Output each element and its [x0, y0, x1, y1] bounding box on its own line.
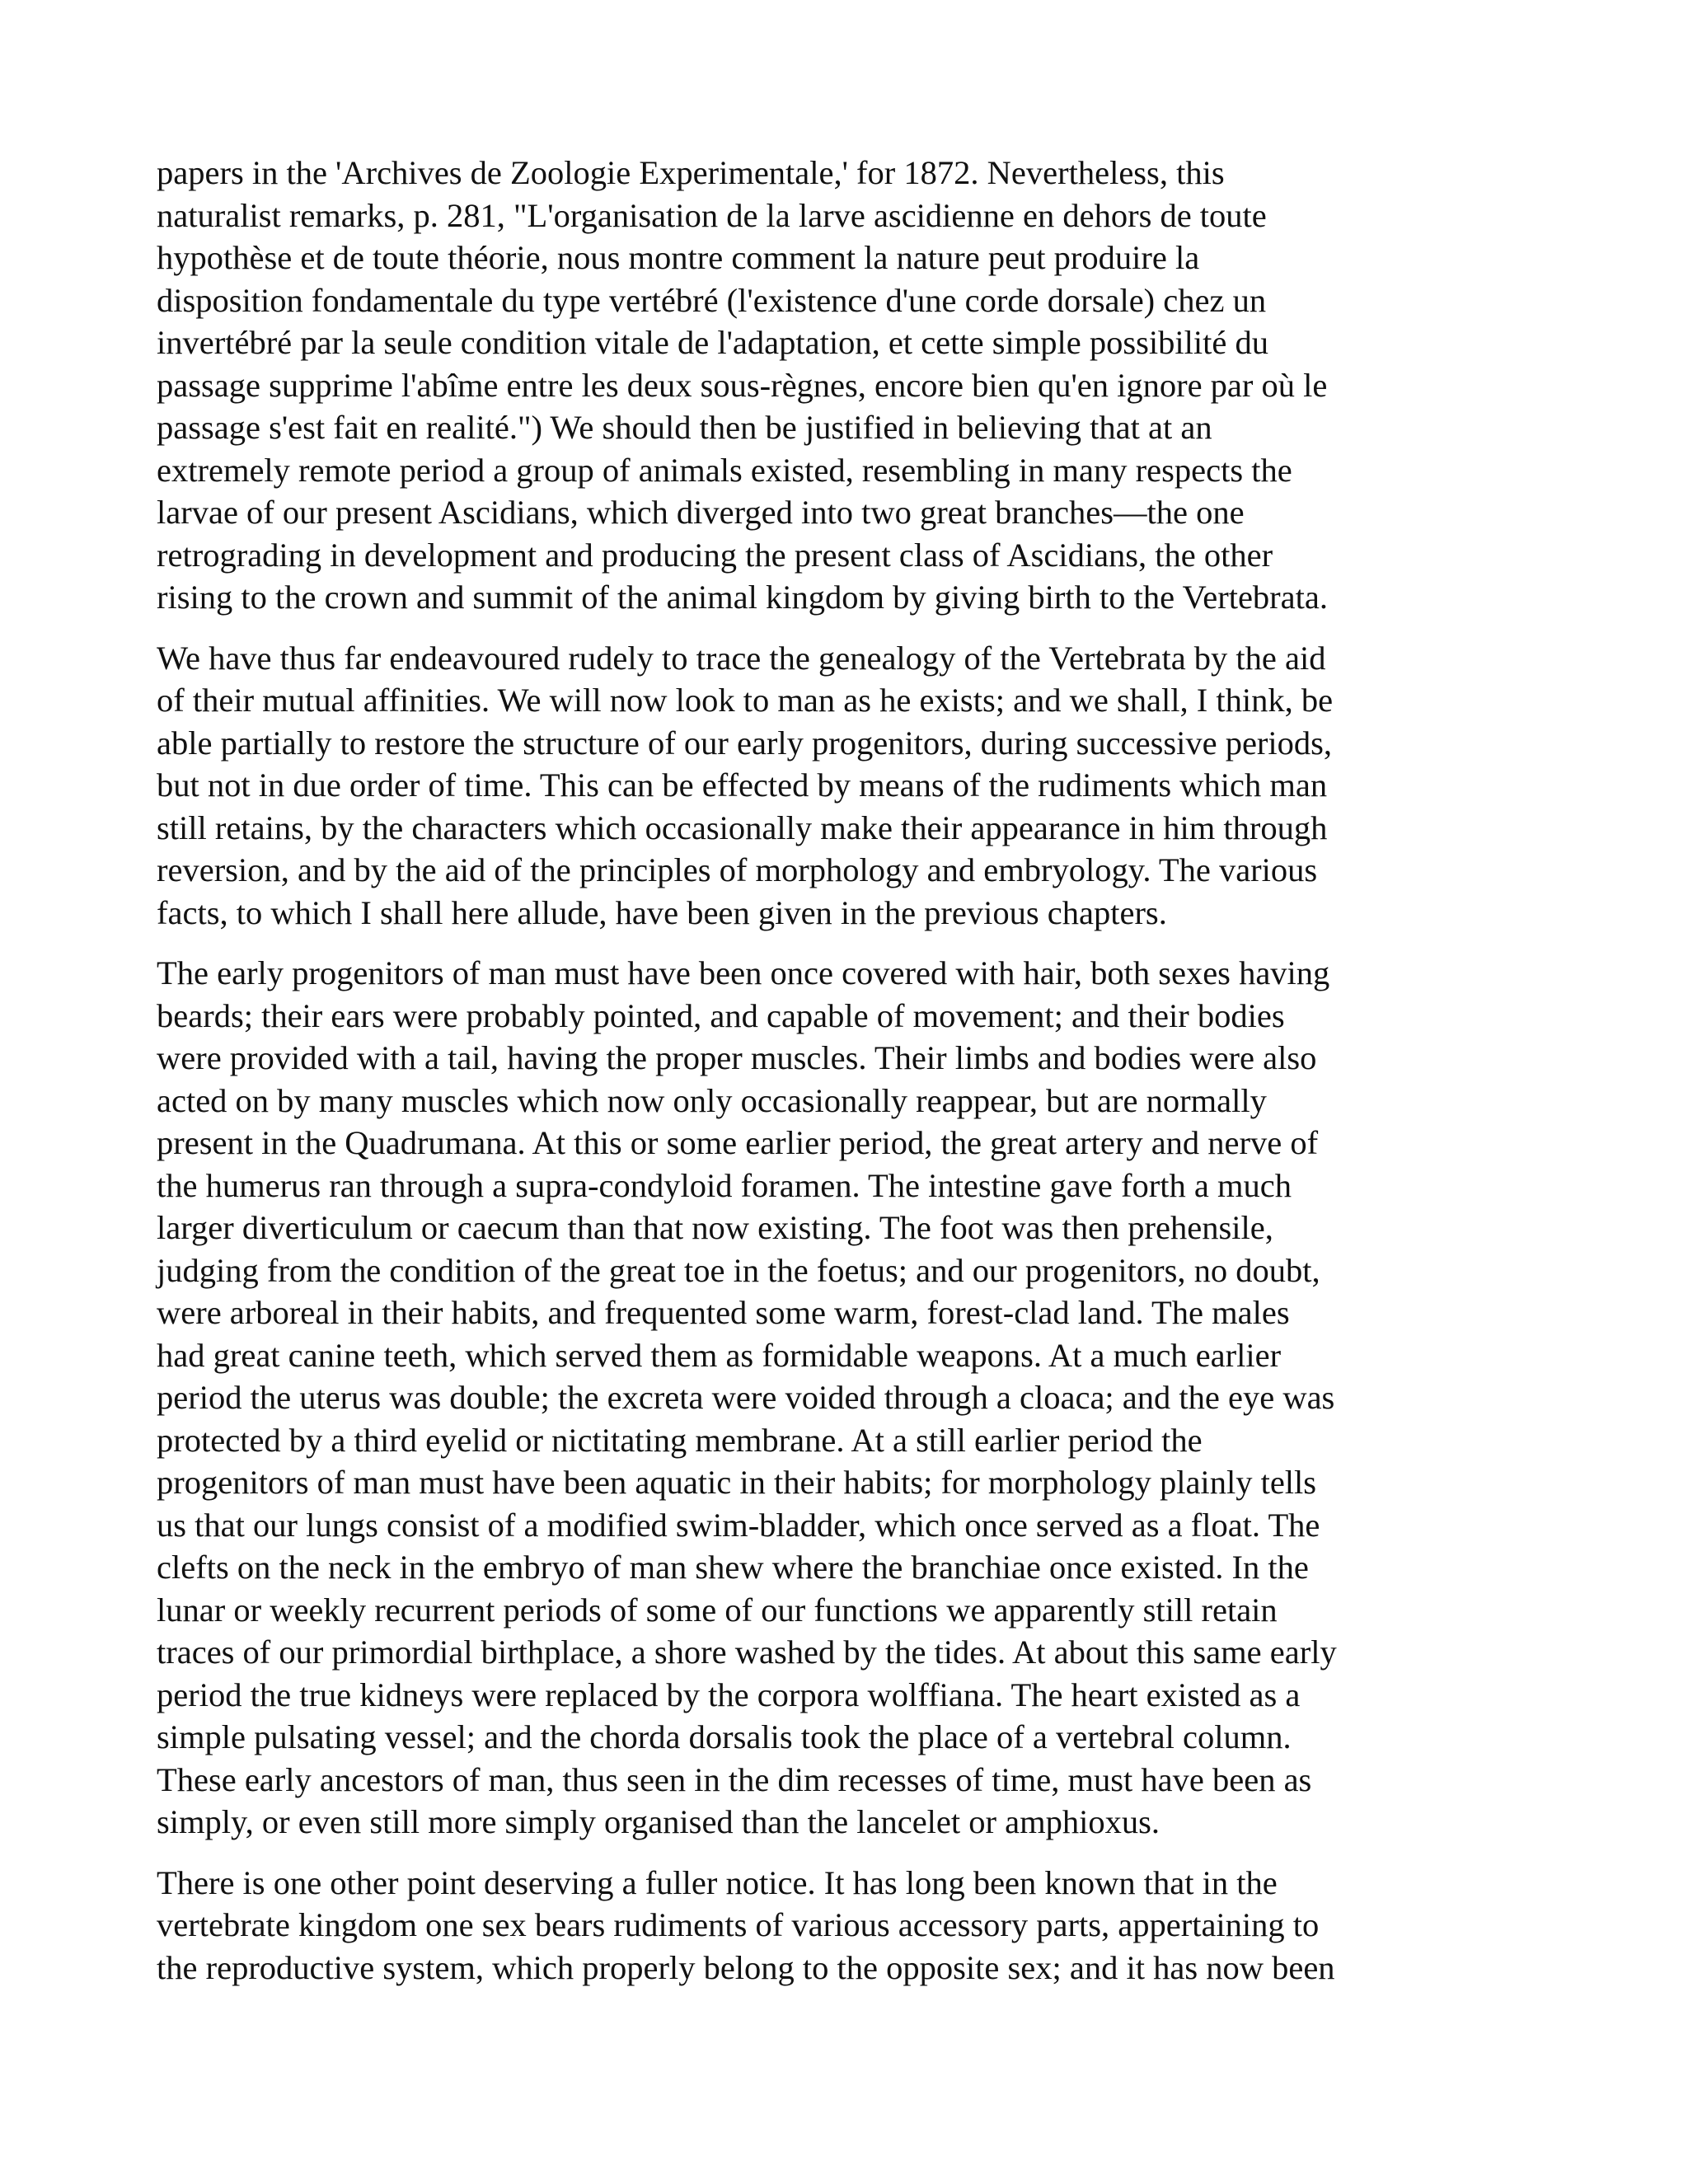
text-line: invertébré par la seule condition vitale de l'adaptation, et cette simple possibilité du — [157, 324, 1268, 361]
text-line: progenitors of man must have been aquatic in their habits; for morphology plainly tells — [157, 1464, 1317, 1501]
text-line: able partially to restore the structure of our early progenitors, during successive periods, — [157, 724, 1333, 762]
text-line: simple pulsating vessel; and the chorda dorsalis took the place of a vertebral column. — [157, 1718, 1292, 1755]
text-line: vertebrate kingdom one sex bears rudiments of various accessory parts, appertaining to — [157, 1906, 1320, 1943]
text-line: facts, to which I shall here allude, have been given in the previous chapters. — [157, 893, 1167, 931]
text-line: the reproductive system, which properly belong to the opposite sex; and it has now been — [157, 1948, 1335, 1986]
text-line: of their mutual affinities. We will now look to man as he exists; and we shall, I think, be — [157, 682, 1334, 719]
text-line: period the uterus was double; the excreta were voided through a cloaca; and the eye was — [157, 1379, 1335, 1416]
text-line: beards; their ears were probably pointed, and capable of movement; and their bodies — [157, 996, 1285, 1034]
text-line: traces of our primordial birthplace, a shore washed by the tides. At about this same early — [157, 1633, 1337, 1671]
paragraph-rudiments — [157, 1862, 1525, 1990]
text-line: There is one other point deserving a fuller notice. It has long been known that in the — [157, 1863, 1278, 1901]
text-line: still retains, by the characters which occasionally make their appearance in him through — [157, 808, 1328, 846]
text-line: acted on by many muscles which now only occasionally reappear, but are normally — [157, 1081, 1267, 1119]
paragraph-genealogy — [157, 637, 1525, 935]
text-line: clefts on the neck in the embryo of man shew where the branchiae once existed. In the — [157, 1549, 1309, 1586]
text-line: passage s'est fait en realité.") We should then be justified in believing that at an — [157, 409, 1212, 446]
text-line: extremely remote period a group of animals existed, resembling in many respects the — [157, 451, 1292, 489]
text-line: naturalist remarks, p. 281, "L'organisation de la larve ascidienne en dehors de toute — [157, 196, 1267, 234]
text-line: We have thus far endeavoured rudely to trace the genealogy of the Vertebrata by the aid — [157, 639, 1326, 677]
text-line: lunar or weekly recurrent periods of some of our functions we apparently still retain — [157, 1591, 1278, 1629]
text-line: disposition fondamentale du type vertébré (l'existence d'une corde dorsale) chez un — [157, 281, 1267, 319]
text-line: hypothèse et de toute théorie, nous montre comment la nature peut produire la — [157, 239, 1200, 276]
text-line: the humerus ran through a supra-condyloid foramen. The intestine gave forth a much — [157, 1166, 1292, 1204]
text-line: were arboreal in their habits, and frequented some warm, forest-clad land. The males — [157, 1294, 1290, 1331]
text-line: papers in the 'Archives de Zoologie Experimentale,' for 1872. Nevertheless, this — [157, 154, 1225, 191]
text-line: The early progenitors of man must have been once covered with hair, both sexes having — [157, 954, 1330, 991]
page-body — [157, 152, 1525, 2007]
text-line: judging from the condition of the great toe in the foetus; and our progenitors, no doubt, — [157, 1251, 1320, 1289]
text-line: were provided with a tail, having the proper muscles. Their limbs and bodies were also — [157, 1039, 1317, 1076]
paragraph-early-progenitors — [157, 952, 1525, 1844]
text-line: us that our lungs consist of a modified swim-bladder, which once served as a float. The — [157, 1506, 1320, 1544]
text-line: had great canine teeth, which served them as formidable weapons. At a much earlier — [157, 1336, 1282, 1374]
text-line: present in the Quadrumana. At this or some earlier period, the great artery and nerve of — [157, 1124, 1319, 1161]
text-line: retrograding in development and producing the present class of Ascidians, the other — [157, 536, 1273, 574]
text-line: larger diverticulum or caecum than that now existing. The foot was then prehensile, — [157, 1209, 1273, 1246]
text-line: protected by a third eyelid or nictitating membrane. At a still earlier period the — [157, 1421, 1203, 1459]
text-line: rising to the crown and summit of the animal kingdom by giving birth to the Vertebrata. — [157, 579, 1329, 616]
text-line: passage supprime l'abîme entre les deux sous-règnes, encore bien qu'en ignore par où le — [157, 366, 1328, 404]
paragraph-ascidian-larvae — [157, 152, 1525, 619]
text-line: reversion, and by the aid of the principles of morphology and embryology. The various — [157, 851, 1318, 888]
text-line: larvae of our present Ascidians, which diverged into two great branches—the one — [157, 494, 1245, 531]
text-line: These early ancestors of man, thus seen in the dim recesses of time, must have been as — [157, 1760, 1312, 1798]
text-line: period the true kidneys were replaced by the corpora wolffiana. The heart existed as a — [157, 1675, 1301, 1713]
text-line: simply, or even still more simply organised than the lancelet or amphioxus. — [157, 1803, 1160, 1840]
text-line: but not in due order of time. This can be effected by means of the rudiments which man — [157, 766, 1328, 804]
